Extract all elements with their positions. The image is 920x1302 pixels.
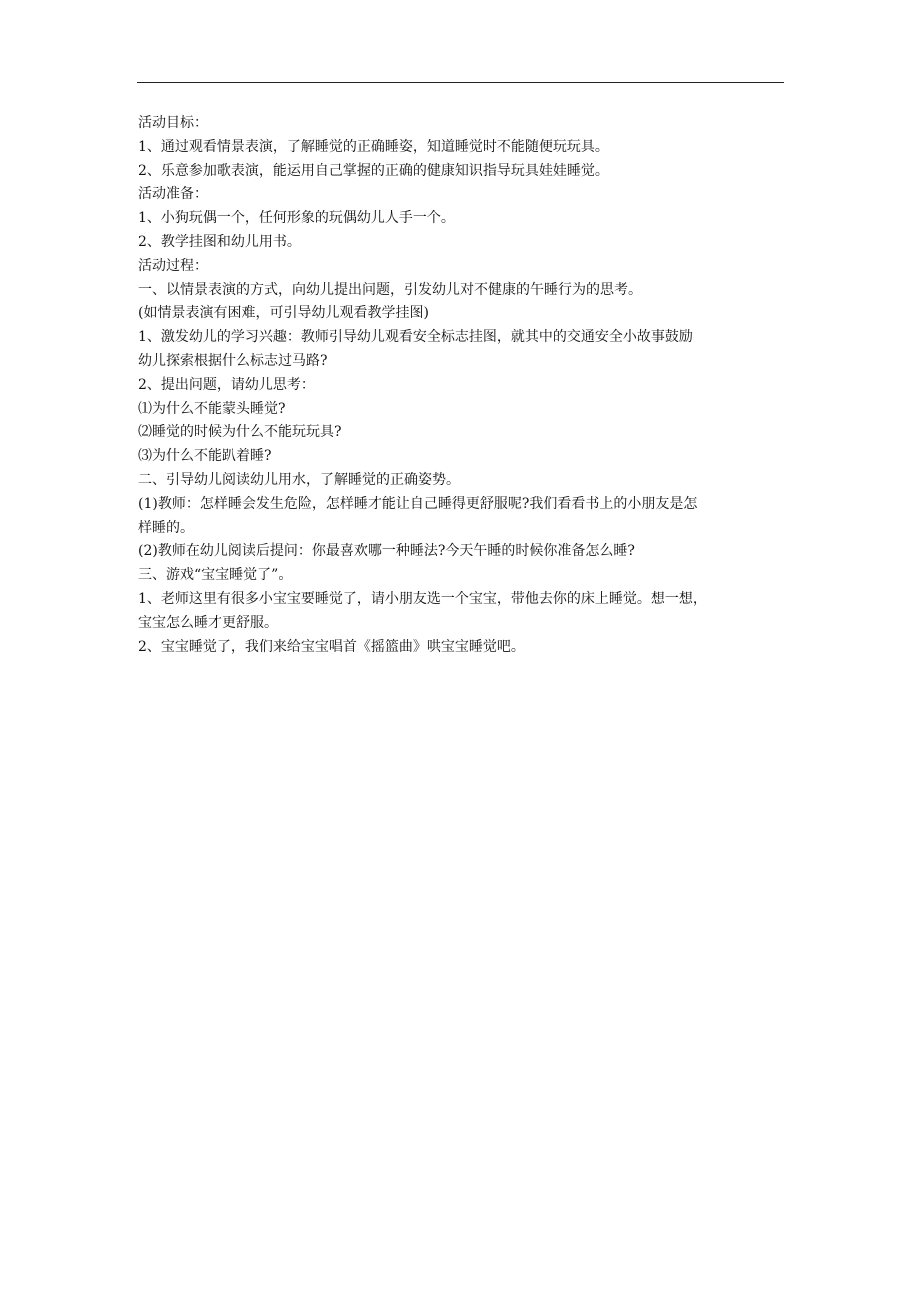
preparation-item-2: 2、教学挂图和幼儿用书。 <box>138 233 301 250</box>
process-note: (如情景表演有困难，可引导幼儿观看教学挂图) <box>138 305 429 322</box>
question-3: ⑶为什么不能趴着睡? <box>138 448 272 465</box>
process-step-1: 一、以情景表演的方式，向幼儿提出问题，引发幼儿对不健康的午睡行为的思考。 <box>138 281 642 298</box>
section-heading-goals: 活动目标： <box>138 115 208 131</box>
process-step-3: 三、游戏“宝宝睡觉了”。 <box>138 567 293 584</box>
preparation-item-1: 1、小狗玩偶一个，任何形象的玩偶幼儿人手一个。 <box>138 210 455 227</box>
section-heading-preparation: 活动准备： <box>138 186 208 203</box>
goal-item-2: 2、乐意参加歌表演，能运用自己掌握的正确的健康知识指导玩具娃娃睡觉。 <box>138 162 609 179</box>
process-substep-1a: 1、激发幼儿的学习兴趣：教师引导幼儿观看安全标志挂图，就其中的交通安全小故事鼓励 <box>138 329 693 346</box>
game-item-1a: 1、老师这里有很多小宝宝要睡觉了，请小朋友选一个宝宝，带他去你的床上睡觉。想一想， <box>138 590 707 607</box>
question-1: ⑴为什么不能蒙头睡觉? <box>138 400 286 417</box>
teacher-question-1a: (1)教师：怎样睡会发生危险，怎样睡才能让自己睡得更舒服呢?我们看看书上的小朋友是怎 <box>138 495 698 512</box>
process-step-2: 二、引导幼儿阅读幼儿用水，了解睡觉的正确姿势。 <box>138 471 460 488</box>
game-item-2: 2、宝宝睡觉了，我们来给宝宝唱首《摇篮曲》哄宝宝睡觉吧。 <box>138 638 525 655</box>
goal-item-1: 1、通过观看情景表演，了解睡觉的正确睡姿，知道睡觉时不能随便玩玩具。 <box>138 138 609 155</box>
document-body <box>138 112 784 659</box>
process-substep-1b: 幼儿探索根据什么标志过马路? <box>138 352 328 369</box>
game-item-1b: 宝宝怎么睡才更舒服。 <box>138 614 278 631</box>
section-heading-process: 活动过程： <box>138 257 208 274</box>
question-2: ⑵睡觉的时候为什么不能玩玩具? <box>138 424 342 441</box>
teacher-question-1b: 样睡的。 <box>138 519 194 536</box>
teacher-question-2: (2)教师在幼儿阅读后提问：你最喜欢哪一种睡法?今天午睡的时候你准备怎么睡? <box>138 543 635 560</box>
process-substep-2: 2、提出问题，请幼儿思考： <box>138 376 315 393</box>
header-rule <box>137 82 784 83</box>
